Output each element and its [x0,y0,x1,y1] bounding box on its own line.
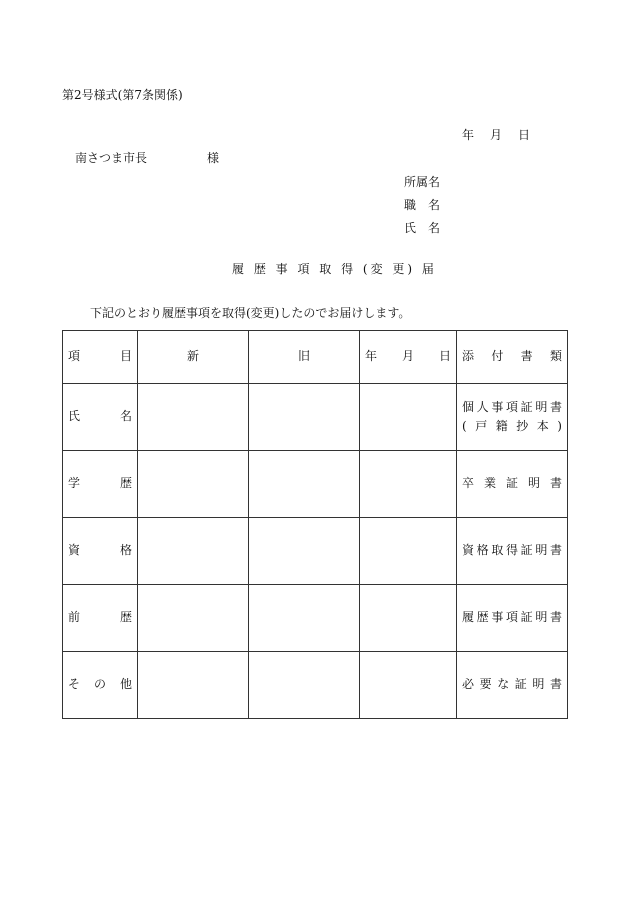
row-item: その他 [63,652,138,719]
attachment-line-1: 個人事項証明書 [462,399,562,414]
row-attachment: 必要な証明書 [457,652,568,719]
row-item: 前歴 [63,585,138,652]
header-old: 旧 [249,331,360,384]
addressee-name: 南さつま市長 [75,151,148,165]
attachment-line-2: (戸籍抄本) [462,419,562,433]
row-attachment [457,384,568,451]
date-line [462,129,530,141]
row-new-cell[interactable] [138,451,249,518]
position-label: 職 名 [404,198,441,212]
row-old-cell[interactable] [249,451,360,518]
intro-text: 下記のとおり履歴事項を取得(変更)したのでお届けします。 [90,306,411,320]
table-row [63,451,568,518]
form-number: 第2号様式(第7条関係) [62,88,183,102]
date-day: 日 [518,128,531,142]
date-year: 年 [462,128,475,142]
row-old-cell[interactable] [249,652,360,719]
row-date-cell[interactable] [360,384,457,451]
name-label: 氏 名 [404,221,441,235]
header-new: 新 [138,331,249,384]
row-date-cell[interactable] [360,451,457,518]
table-row [63,518,568,585]
table-row [63,585,568,652]
table-row [63,384,568,451]
table-header-row [63,331,568,384]
row-old-cell[interactable] [249,585,360,652]
addressee [75,152,219,164]
document-title: 履 歴 事 項 取 得 (変 更) 届 [232,262,437,276]
header-attachment: 添付書類 [457,331,568,384]
row-new-cell[interactable] [138,518,249,585]
history-table [62,330,568,719]
row-attachment: 履歴事項証明書 [457,585,568,652]
row-item: 氏名 [63,384,138,451]
row-attachment: 資格取得証明書 [457,518,568,585]
addressee-honorific: 様 [207,151,220,165]
date-month: 月 [490,128,503,142]
row-attachment: 卒業証明書 [457,451,568,518]
row-new-cell[interactable] [138,652,249,719]
row-new-cell[interactable] [138,585,249,652]
row-item: 資格 [63,518,138,585]
row-old-cell[interactable] [249,384,360,451]
row-date-cell[interactable] [360,585,457,652]
row-new-cell[interactable] [138,384,249,451]
table-row [63,652,568,719]
row-date-cell[interactable] [360,652,457,719]
row-date-cell[interactable] [360,518,457,585]
row-item: 学歴 [63,451,138,518]
header-date: 年月日 [360,331,457,384]
header-item: 項目 [63,331,138,384]
affiliation-label: 所属名 [404,175,441,189]
row-old-cell[interactable] [249,518,360,585]
